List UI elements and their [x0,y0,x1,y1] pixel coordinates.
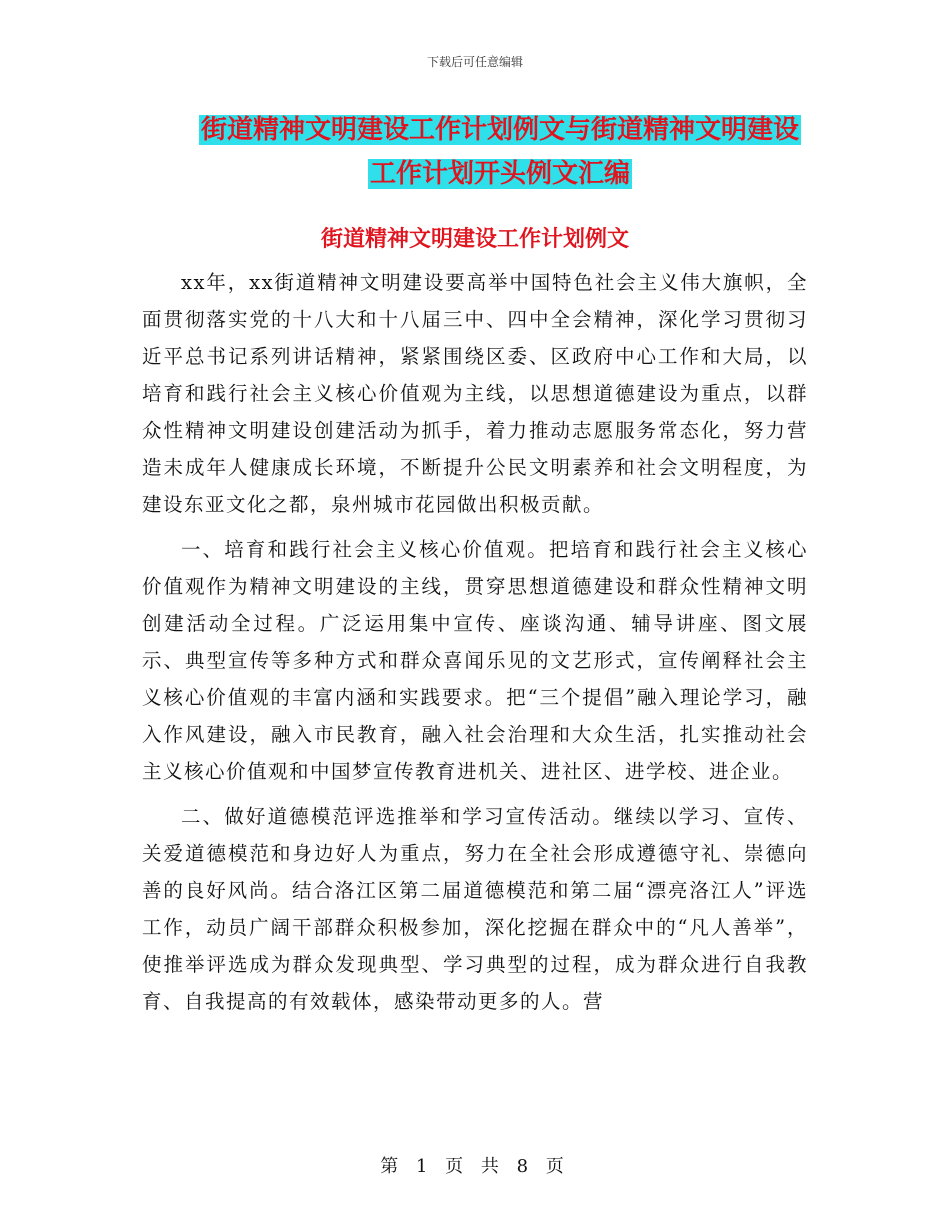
body-text [142,264,808,1028]
title-line-2: 工作计划开头例文汇编 [369,159,630,189]
header-note: 下载后可任意编辑 [426,55,523,69]
page-footer: 第 1 页 共 8 页 [380,1156,570,1177]
title-line-1: 街道精神文明建设工作计划例文与街道精神文明建设 [200,115,799,145]
section-title: 街道精神文明建设工作计划例文 [320,227,629,252]
paragraph-intro: xx年，xx街道精神文明建设要高举中国特色社会主义伟大旗帜，全面贯彻落实党的十八大和十八届三中、四中全会精神，深化学习贯彻习近平总书记系列讲话精神，紧紧围绕区委、区政府中心工作和大局，以培育和践行社会主义核心价值观为主线，以思想道德建设为重点，以群众性精神文明建设创建活动为抓手，着力推动志愿服务常态化，努力营造未成年人健康成长环境，不断提升公民文明素养和社会文明程度，为建设东亚文化之都，泉州城市花园做出积极贡献。 [142,271,808,516]
document-title [140,108,860,196]
paragraph-moral-models: 二、做好道德模范评选推举和学习宣传活动。继续以学习、宣传、关爱道德模范和身边好人为重点，努力在全社会形成遵德守礼、崇德向善的良好风尚。结合洛江区第二届道德模范和第二届“漂亮洛江人”评选工作，动员广阔干部群众积极参加，深化挖掘在群众中的“凡人善举”，使推举评选成为群众发现典型、学习典型的过程，成为群众进行自我教育、自我提高的有效载体，感染带动更多的人。营 [142,805,808,1013]
paragraph-core-values: 一、培育和践行社会主义核心价值观。把培育和践行社会主义核心价值观作为精神文明建设的主线，贯穿思想道德建设和群众性精神文明创建活动全过程。广泛运用集中宣传、座谈沟通、辅导讲座、图文展示、典型宣传等多种方式和群众喜闻乐见的文艺形式，宣传阐释社会主义核心价值观的丰富内涵和实践要求。把“三个提倡”融入理论学习，融入作风建设，融入市民教育，融入社会治理和大众生活，扎实推动社会主义核心价值观和中国梦宣传教育进机关、进社区、进学校、进企业。 [142,538,808,783]
